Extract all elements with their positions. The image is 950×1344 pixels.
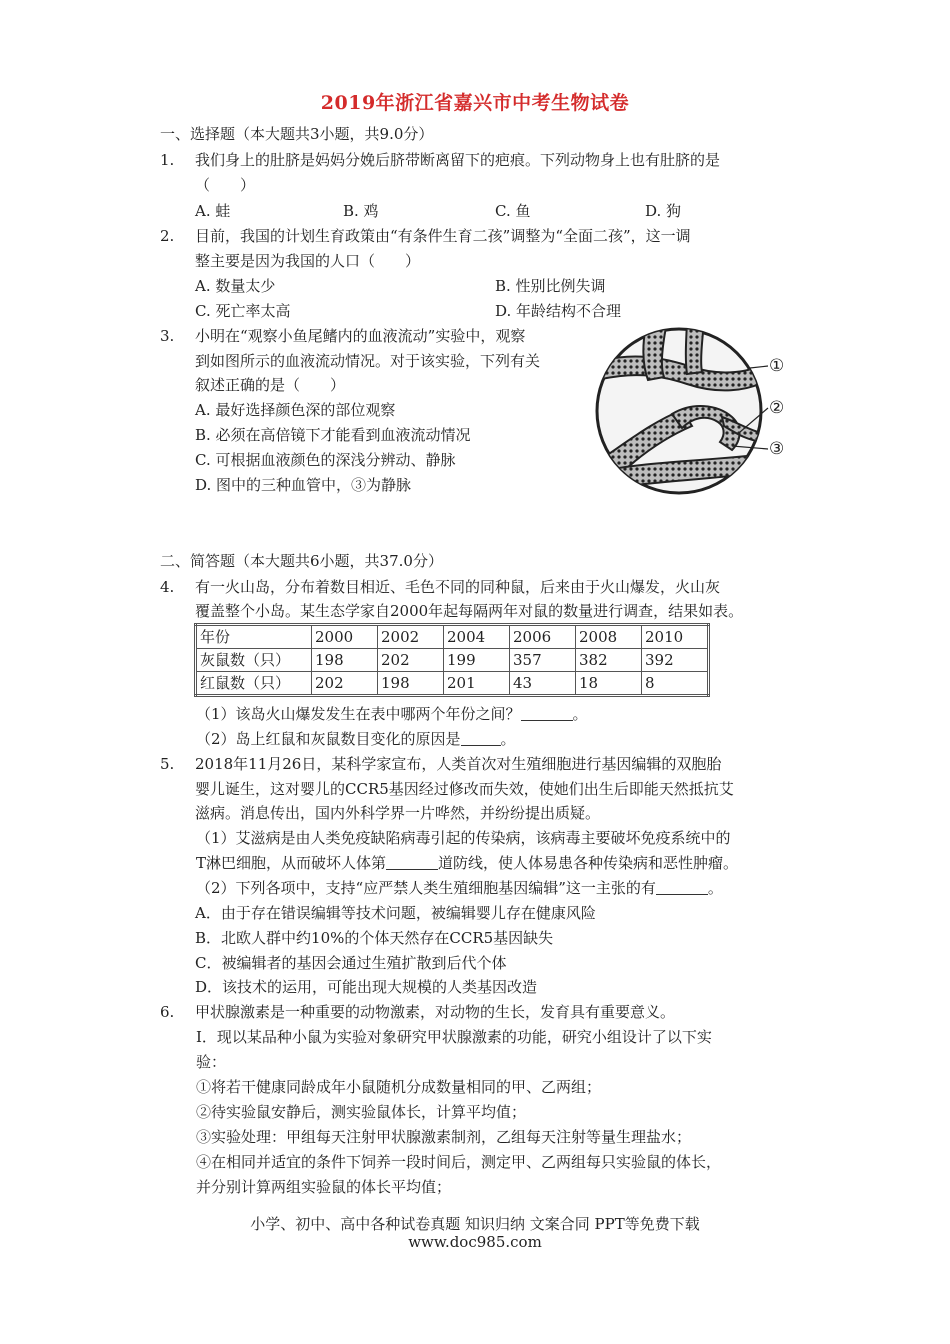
q4-text-line1: 有一火山岛，分布着数目相近、毛色不同的同种鼠，后来由于火山爆发，火山灰	[195, 578, 721, 596]
q1-option-a: A. 蛙	[195, 202, 231, 220]
q3-option-c: C. 可根据血液颜色的深浅分辨动、静脉	[195, 451, 456, 469]
q4-sub2-text: （2）岛上红鼠和灰鼠数目变化的原因是	[196, 730, 461, 748]
q6-step-1: ①将若干健康同龄成年小鼠随机分成数量相同的甲、乙两组；	[196, 1078, 602, 1096]
q5-option-d: D．该技术的运用，可能出现大规模的人类基因改造	[195, 978, 538, 996]
q3-number: 3.	[160, 327, 175, 345]
q4-subquestion-2	[196, 729, 516, 749]
q6-text-line2: Ⅰ．现以某品种小鼠为实验对象研究甲状腺激素的功能，研究小组设计了以下实	[196, 1028, 712, 1046]
section2-heading: 二、简答题（本大题共6小题，共37.0分）	[160, 552, 443, 570]
q4-subquestion-1	[196, 704, 588, 724]
q5-option-a: A．由于存在错误编辑等技术问题，被编辑婴儿存在健康风险	[195, 904, 596, 922]
q1-option-d: D. 狗	[645, 202, 682, 220]
q1-text-line1: 我们身上的肚脐是妈妈分娩后脐带断离留下的疤痕。下列动物身上也有肚脐的是	[195, 151, 721, 169]
q5-sub1b-post: 道防线，使人体易患各种传染病和恶性肿瘤。	[438, 854, 739, 872]
q5-text-line1: 2018年11月26日，某科学家宣布，人类首次对生殖细胞进行基因编辑的双胞胎	[195, 755, 722, 773]
q5-sub1-answer-blank	[386, 855, 438, 870]
table-cell: 18	[576, 672, 642, 696]
table-cell: 202	[378, 649, 444, 672]
q4-sub1-end: 。	[572, 705, 588, 723]
q6-text-line3: 验：	[196, 1053, 227, 1071]
q1-number: 1.	[160, 151, 175, 169]
q3-option-a: A. 最好选择颜色深的部位观察	[195, 401, 396, 419]
table-header-cell: 2010	[642, 625, 709, 649]
q3-option-b: B. 必须在高倍镜下才能看到血液流动情况	[195, 426, 471, 444]
q5-number: 5.	[160, 755, 175, 773]
figure-label-3: ③	[769, 439, 785, 459]
exam-title: 2019年浙江省嘉兴市中考生物试卷	[320, 92, 630, 114]
table-header-row	[196, 625, 709, 649]
table-header-cell: 年份	[196, 625, 312, 649]
section1-heading: 一、选择题（本大题共3小题，共9.0分）	[160, 125, 434, 143]
q2-number: 2.	[160, 227, 175, 245]
q2-text-line1: 目前，我国的计划生育政策由“有条件生育二孩”调整为“全面二孩”，这一调	[195, 227, 691, 245]
q3-text-line1: 小明在“观察小鱼尾鳍内的血液流动”实验中，观察	[195, 327, 526, 345]
q6-number: 6.	[160, 1003, 175, 1021]
q1-text-line2: （ ）	[195, 176, 256, 194]
q5-option-b: B．北欧人群中约10%的个体天然存在CCR5基因缺失	[195, 929, 554, 947]
q6-step-4-cont: 并分别计算两组实验鼠的体长平均值；	[196, 1178, 452, 1196]
table-cell: 43	[510, 672, 576, 696]
table-cell: 382	[576, 649, 642, 672]
table-cell: 198	[312, 649, 378, 672]
table-cell: 357	[510, 649, 576, 672]
q1-option-b: B. 鸡	[343, 202, 379, 220]
q5-sub1-line1: （1）艾滋病是由人类免疫缺陷病毒引起的传染病，该病毒主要破坏免疫系统中的	[196, 829, 731, 847]
q2-option-b: B. 性别比例失调	[495, 277, 606, 295]
q5-text-line2: 婴儿诞生，这对婴儿的CCR5基因经过修改而失效，使她们出生后即能天然抵抗艾	[195, 780, 734, 798]
q4-sub2-end: 。	[500, 730, 516, 748]
q3-text-line3: 叙述正确的是（ ）	[195, 376, 346, 394]
table-header-cell: 2000	[312, 625, 378, 649]
table-header-cell: 2008	[576, 625, 642, 649]
table-cell: 202	[312, 672, 378, 696]
q5-option-c: C．被编辑者的基因会通过生殖扩散到后代个体	[195, 954, 507, 972]
table-cell: 8	[642, 672, 709, 696]
table-cell: 198	[378, 672, 444, 696]
q4-sub2-answer-blank	[461, 731, 501, 746]
table-row	[196, 649, 709, 672]
q5-sub2-answer-blank	[656, 880, 708, 895]
table-cell: 红鼠数（只）	[196, 672, 312, 696]
q2-text-line2: 整主要是因为我国的人口（ ）	[195, 252, 421, 270]
q5-sub2-end: 。	[707, 879, 723, 897]
q2-option-c: C. 死亡率太高	[195, 302, 291, 320]
q6-step-3: ③实验处理：甲组每天注射甲状腺激素制剂，乙组每天注射等量生理盐水；	[196, 1128, 692, 1146]
q6-text-line1: 甲状腺激素是一种重要的动物激素，对动物的生长，发育具有重要意义。	[195, 1003, 676, 1021]
table-cell: 201	[444, 672, 510, 696]
q1-option-c: C. 鱼	[495, 202, 531, 220]
q5-sub2-text: （2）下列各项中，支持“应严禁人类生殖细胞基因编辑”这一主张的有	[196, 879, 656, 897]
q6-step-4: ④在相同并适宜的条件下饲养一段时间后，测定甲、乙两组每只实验鼠的体长，	[196, 1153, 722, 1171]
q5-sub1b-pre: T淋巴细胞，从而破坏人体第	[196, 854, 387, 872]
q2-option-a: A. 数量太少	[195, 277, 276, 295]
q3-text-line2: 到如图所示的血液流动情况。对于该实验，下列有关	[195, 352, 541, 370]
q5-text-line3: 滋病。消息传出，国内外科学界一片哗然，并纷纷提出质疑。	[195, 804, 601, 822]
q6-step-2: ②待实验鼠安静后，测实验鼠体长，计算平均值；	[196, 1103, 527, 1121]
table-header-cell: 2006	[510, 625, 576, 649]
table-cell: 灰鼠数（只）	[196, 649, 312, 672]
figure-label-1: ①	[769, 356, 785, 376]
footer-promo-text: 小学、初中、高中各种试卷真题 知识归纳 文案合同 PPT等免费下载	[250, 1215, 700, 1233]
q5-sub1-line2	[196, 853, 738, 873]
figure-label-2: ②	[769, 398, 785, 418]
q4-sub1-text: （1）该岛火山爆发发生在表中哪两个年份之间？	[196, 705, 521, 723]
q2-option-d: D. 年龄结构不合理	[495, 302, 622, 320]
q4-number: 4.	[160, 578, 175, 596]
table-header-cell: 2004	[444, 625, 510, 649]
table-row	[196, 672, 709, 696]
footer-website-link[interactable]: www.doc985.com	[408, 1233, 542, 1251]
table-header-cell: 2002	[378, 625, 444, 649]
mouse-count-table	[194, 623, 710, 697]
q4-sub1-answer-blank	[521, 706, 573, 721]
blood-flow-microscope-figure	[592, 322, 824, 500]
q3-option-d: D. 图中的三种血管中，③为静脉	[195, 476, 412, 494]
table-cell: 199	[444, 649, 510, 672]
q5-sub2	[196, 878, 723, 898]
table-cell: 392	[642, 649, 709, 672]
q4-text-line2: 覆盖整个小岛。某生态学家自2000年起每隔两年对鼠的数量进行调查，结果如表。	[195, 602, 744, 620]
